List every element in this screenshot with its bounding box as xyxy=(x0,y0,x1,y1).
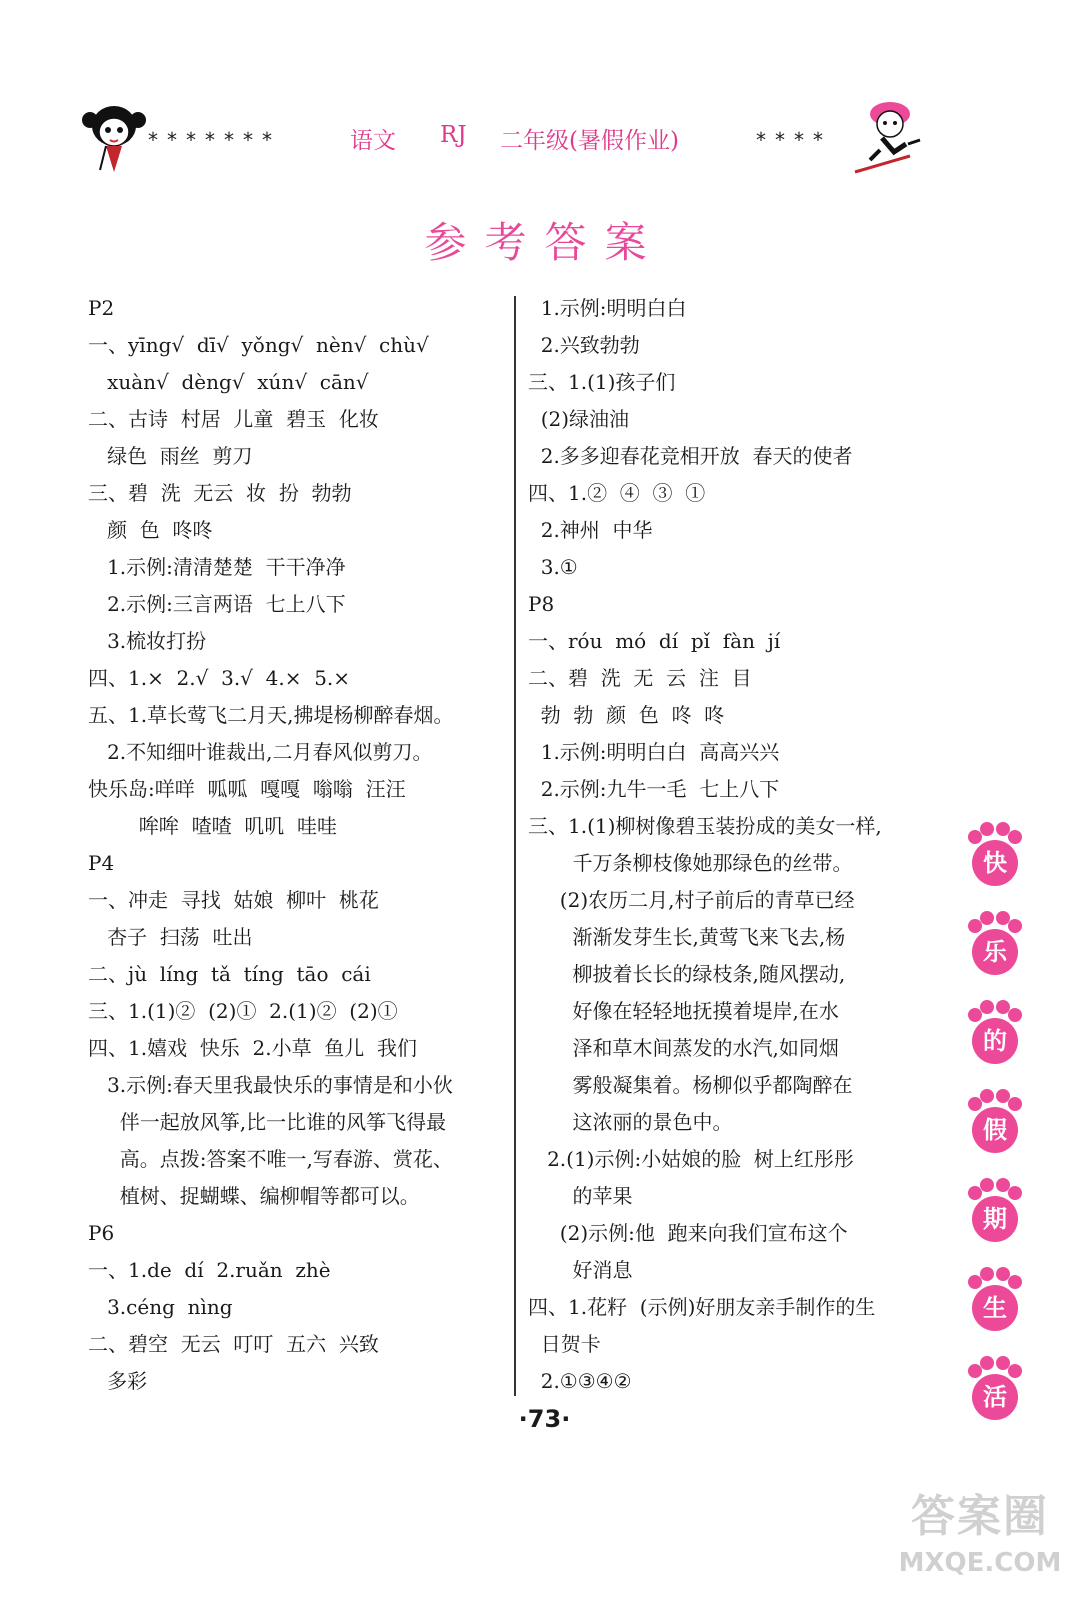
edition-label: RJ xyxy=(440,122,467,148)
answer-line: 二、古诗 村居 儿童 碧玉 化妆 xyxy=(88,407,379,431)
paw-print-icon xyxy=(964,1178,1024,1258)
answer-line: 一、yīng√ dī√ yǒng√ nèn√ chù√ xyxy=(88,333,429,357)
paw-print-icon xyxy=(964,822,1024,902)
paw-toe xyxy=(1008,1186,1022,1200)
answer-line: 日贺卡 xyxy=(528,1332,601,1356)
answer-line: 1.示例:明明白白 xyxy=(528,296,687,320)
answer-line: 3.梳妆打扮 xyxy=(88,629,207,653)
answer-line: P4 xyxy=(88,851,115,875)
answer-line: 好像在轻轻地抚摸着堤岸,在水 xyxy=(528,999,839,1023)
answer-line: 高。点拨:答案不唯一,写春游、赏花、 xyxy=(88,1147,453,1171)
page-title: 参考答案 xyxy=(424,218,665,267)
page-header xyxy=(80,100,930,180)
answer-line: (2)农历二月,村子前后的青草已经 xyxy=(528,888,855,912)
paw-toe xyxy=(1008,1097,1022,1111)
answer-line: (2)绿油油 xyxy=(528,407,630,431)
answer-line: 2.多多迎春花竞相开放 春天的使者 xyxy=(528,444,853,468)
paw-toe xyxy=(980,1089,994,1103)
answer-line: 三、1.(1)柳树像碧玉装扮成的美女一样, xyxy=(528,814,882,838)
answer-line: 绿色 雨丝 剪刀 xyxy=(88,444,253,468)
answer-line: 三、1.(1)孩子们 xyxy=(528,370,676,394)
side-label: 期 xyxy=(972,1196,1018,1242)
paw-toe xyxy=(980,911,994,925)
answer-line: P2 xyxy=(88,296,115,320)
answer-line: 三、1.(1)② (2)① 2.(1)② (2)① xyxy=(88,999,398,1023)
answer-line: 颜 色 咚咚 xyxy=(88,518,213,542)
paw-print-icon xyxy=(964,1089,1024,1169)
paw-toe xyxy=(980,1000,994,1014)
answer-line: 2.示例:九牛一毛 七上八下 xyxy=(528,777,780,801)
answer-line: 伴一起放风筝,比一比谁的风筝飞得最 xyxy=(88,1110,447,1134)
answer-line: 泽和草木间蒸发的水汽,如同烟 xyxy=(528,1036,839,1060)
answer-line: 四、1.嬉戏 快乐 2.小草 鱼儿 我们 xyxy=(88,1036,418,1060)
answer-line: 四、1.× 2.√ 3.√ 4.× 5.× xyxy=(88,666,351,690)
paw-toe xyxy=(1008,1364,1022,1378)
answer-line: 2.兴致勃勃 xyxy=(528,333,640,357)
answer-line: 3.céng nìng xyxy=(88,1295,233,1319)
answer-line: 二、jù líng tǎ tíng tāo cái xyxy=(88,962,371,986)
answer-line: 三、碧 洗 无云 妆 扮 勃勃 xyxy=(88,481,352,505)
answer-line: 3.示例:春天里我最快乐的事情是和小伙 xyxy=(88,1073,453,1097)
page-number: ·73· xyxy=(518,1405,571,1433)
paw-toe xyxy=(980,1356,994,1370)
paw-toe xyxy=(980,822,994,836)
paw-toe xyxy=(980,1178,994,1192)
answer-line: 2.(1)示例:小姑娘的脸 树上红彤彤 xyxy=(528,1147,854,1171)
answer-column-left xyxy=(88,290,508,1400)
answer-line: 1.示例:清清楚楚 干干净净 xyxy=(88,555,346,579)
answer-line: 1.示例:明明白白 高高兴兴 xyxy=(528,740,780,764)
side-decoration xyxy=(964,822,1034,1445)
side-label: 活 xyxy=(972,1374,1018,1420)
answer-line: 2.①③④② xyxy=(528,1369,632,1393)
side-label: 乐 xyxy=(972,929,1018,975)
side-label: 假 xyxy=(972,1107,1018,1153)
answer-line: 杏子 扫荡 吐出 xyxy=(88,925,253,949)
watermark-logo-text: 答案圈 xyxy=(911,1491,1049,1542)
paw-toe xyxy=(1008,1008,1022,1022)
answer-line: P6 xyxy=(88,1221,115,1245)
answer-line: 千万条柳枝像她那绿色的丝带。 xyxy=(528,851,853,875)
answer-line: 渐渐发芽生长,黄莺飞来飞去,杨 xyxy=(528,925,846,949)
watermark-url: MXQE.COM xyxy=(898,1548,1062,1578)
watermark xyxy=(895,1480,1065,1590)
subject-label: 语文 xyxy=(350,128,396,154)
answer-line: 这浓丽的景色中。 xyxy=(528,1110,733,1134)
stars-decoration-left: ******* xyxy=(148,128,281,152)
answer-line: 柳披着长长的绿枝条,随风摆动, xyxy=(528,962,846,986)
answer-line: 2.示例:三言两语 七上八下 xyxy=(88,592,346,616)
grade-label: 二年级(暑假作业) xyxy=(500,128,679,154)
paw-toe xyxy=(1008,919,1022,933)
answer-line: 四、1.② ④ ③ ① xyxy=(528,481,706,505)
column-divider xyxy=(514,296,516,1396)
boy-skateboard-icon xyxy=(850,100,930,175)
stars-decoration-right: **** xyxy=(756,128,832,152)
answer-line: 五、1.草长莺飞二月天,拂堤杨柳醉春烟。 xyxy=(88,703,454,727)
answer-line: 多彩 xyxy=(88,1369,148,1393)
answer-line: 一、冲走 寻找 姑娘 柳叶 桃花 xyxy=(88,888,379,912)
answer-line: 3.① xyxy=(528,555,578,579)
answer-line: (2)示例:他 跑来向我们宣布这个 xyxy=(528,1221,848,1245)
side-label: 生 xyxy=(972,1285,1018,1331)
answer-line: 一、róu mó dí pǐ fàn jí xyxy=(528,629,781,653)
answer-line: xuàn√ dèng√ xún√ cān√ xyxy=(88,370,369,394)
answer-line: 2.神州 中华 xyxy=(528,518,653,542)
paw-print-icon xyxy=(964,1356,1024,1436)
answer-line: 哞哞 喳喳 叽叽 哇哇 xyxy=(88,814,338,838)
answer-line: 快乐岛:咩咩 呱呱 嘎嘎 嗡嗡 汪汪 xyxy=(88,777,406,801)
paw-toe xyxy=(1008,830,1022,844)
answer-column-right xyxy=(528,290,958,1400)
answer-line: 二、碧空 无云 叮叮 五六 兴致 xyxy=(88,1332,379,1356)
answer-line: 的苹果 xyxy=(528,1184,633,1208)
answer-line: 植树、捉蝴蝶、编柳帽等都可以。 xyxy=(88,1184,420,1208)
side-label: 的 xyxy=(972,1018,1018,1064)
paw-print-icon xyxy=(964,1000,1024,1080)
paw-print-icon xyxy=(964,911,1024,991)
side-label: 快 xyxy=(972,840,1018,886)
answer-line: 一、1.de dí 2.ruǎn zhè xyxy=(88,1258,331,1282)
answer-line: P8 xyxy=(528,592,555,616)
answer-line: 勃 勃 颜 色 咚 咚 xyxy=(528,703,725,727)
paw-toe xyxy=(1008,1275,1022,1289)
answer-line: 好消息 xyxy=(528,1258,633,1282)
paw-print-icon xyxy=(964,1267,1024,1347)
answer-line: 四、1.花籽 (示例)好朋友亲手制作的生 xyxy=(528,1295,876,1319)
answer-line: 雾般凝集着。杨柳似乎都陶醉在 xyxy=(528,1073,853,1097)
answer-line: 二、碧 洗 无 云 注 目 xyxy=(528,666,752,690)
answer-line: 2.不知细叶谁裁出,二月春风似剪刀。 xyxy=(88,740,433,764)
paw-toe xyxy=(980,1267,994,1281)
